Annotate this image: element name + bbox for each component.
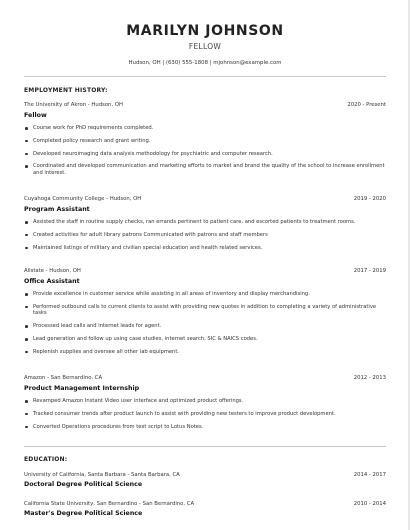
job-header [24, 196, 386, 205]
job-dates: 2012 - 2013 [353, 375, 386, 381]
job-bullet: Course work for PhD requirements completed. [24, 125, 386, 132]
job-organization: Amazon - San Bernardino, CA [24, 375, 103, 381]
job-bullet: Tracked consumer trends after product launch to assist with providing new testers to improve product development. [24, 411, 386, 418]
education-institution: University of California, Santa Barbara - Santa Barbara, CA [24, 472, 180, 478]
job-bullets [24, 219, 386, 251]
job-organization: Cuyahoga Community College - Hudson, OH [24, 196, 142, 202]
candidate-name: MARILYN JOHNSON [126, 23, 284, 39]
job-bullet: Processed lead calls and internet leads for agent. [24, 323, 386, 330]
job-bullets [24, 291, 386, 355]
contact-line: Hudson, OH | (630) 555-1808 | mjohnson@example.com [128, 60, 282, 66]
job-bullet: Developed neuroimaging data analysis methodology for psychiatric and computer research. [24, 151, 386, 158]
education-section-title: EDUCATION: [24, 456, 68, 463]
job-bullet: Maintained listings of military and civilian special education and health related services. [24, 245, 386, 252]
education-degree: Doctoral Degree Political Science [24, 481, 143, 488]
job-title: Product Management Internship [24, 385, 140, 392]
job-bullet: Completed policy research and grant writing. [24, 138, 386, 145]
job-bullets [24, 398, 386, 430]
job-entry [24, 102, 386, 183]
job-dates: 2017 - 2019 [353, 268, 386, 274]
job-title: Office Assistant [24, 278, 80, 285]
job-bullet: Coordinated and developed communication and marketing efforts to market and brand the quality of the school to increase enrollment and interest. [24, 163, 386, 176]
job-entry [24, 196, 386, 257]
job-bullet: Created activities for adult library patrons Communicated with patrons and staff members [24, 232, 386, 239]
job-bullet: Lead generation and follow up using case studies, internet search, SIC & NAICS codes. [24, 336, 386, 343]
job-header [24, 375, 386, 384]
education-header [24, 472, 386, 480]
education-entry [24, 501, 386, 517]
education-dates: 2010 - 2014 [353, 501, 386, 507]
job-title: Fellow [24, 112, 47, 119]
section-divider [24, 446, 386, 447]
employment-section-title: EMPLOYMENT HISTORY: [24, 87, 108, 94]
education-dates: 2014 - 2017 [353, 472, 386, 478]
education-institution: California State University, San Bernardino - San Bernardino, CA [24, 501, 195, 507]
job-organization: Allstate - Hudson, OH [24, 268, 81, 274]
header-divider [24, 76, 386, 77]
job-entry [24, 375, 386, 436]
job-entry [24, 268, 386, 362]
candidate-role: FELLOW [188, 42, 222, 51]
job-bullets [24, 125, 386, 177]
job-bullet: Replenish supplies and oversee all other lab equipment. [24, 349, 386, 356]
education-degree: Master's Degree Political Science [24, 510, 143, 517]
job-bullet: Performed outbound calls to current clients to assist with providing new quotes in addition to completing a variety of administrative tasks [24, 304, 386, 317]
job-bullet: Converted Operations procedures from text script to Lotus Notes. [24, 424, 386, 431]
job-title: Program Assistant [24, 206, 90, 213]
education-header [24, 501, 386, 509]
job-dates: 2020 - Present [347, 102, 386, 108]
job-header [24, 102, 386, 111]
job-header [24, 268, 386, 277]
job-bullet: Revamped Amazon Instant Video user interface and optimized product offerings. [24, 398, 386, 405]
education-entry [24, 472, 386, 488]
job-bullet: Assisted the staff in routine supply checks, ran errands pertinent to patient care, and escorted patients to treatment rooms. [24, 219, 386, 226]
job-dates: 2019 - 2020 [353, 196, 386, 202]
job-organization: The University of Akron - Hudson, OH [24, 102, 123, 108]
job-bullet: Provide excellence in customer service while assisting in all areas of inventory and display merchandising. [24, 291, 386, 298]
